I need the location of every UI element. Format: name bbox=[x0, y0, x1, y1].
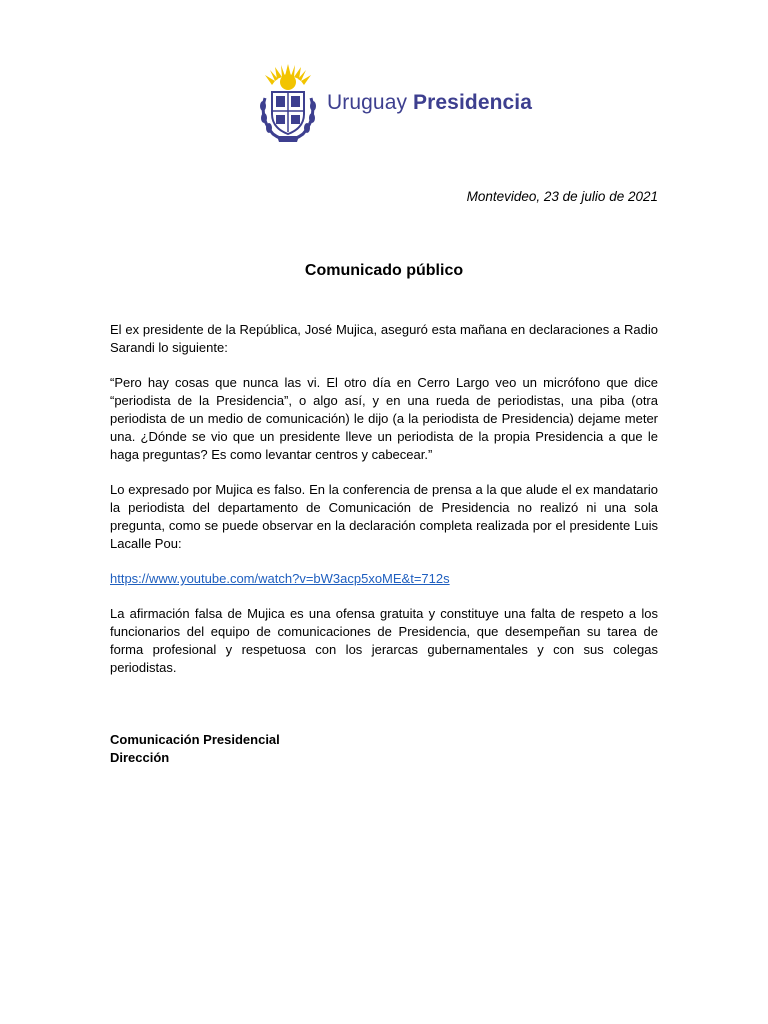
paragraph-intro: El ex presidente de la República, José Mujica, aseguró esta mañana en declaraciones a Radio Sarandi lo siguiente: bbox=[110, 322, 658, 355]
uruguay-coat-of-arms-icon bbox=[255, 62, 321, 144]
brand-name bbox=[327, 91, 532, 115]
paragraph-conclusion: La afirmación falsa de Mujica es una ofensa gratuita y constituye una falta de respeto a los funcionarios del equipo de comunicaciones de Presidencia, que desempeñan su tarea de forma profesional y respetuosa con los jerarcas gubernamentales y con sus colegas periodistas. bbox=[110, 606, 658, 675]
signature-block bbox=[110, 731, 280, 767]
paragraph-refutation: Lo expresado por Mujica es falso. En la conferencia de prensa a la que alude el ex mandatario la periodista del departamento de Comunicación de Presidencia no realizó ni una sola pregunta, como se puede observar en la declaración completa realizada por el presidente Luis Lacalle Pou: bbox=[110, 482, 658, 551]
youtube-link-line bbox=[110, 570, 658, 588]
brand-institution: Presidencia bbox=[413, 91, 533, 114]
brand-country: Uruguay bbox=[327, 91, 408, 114]
signature-department: Comunicación Presidencial bbox=[110, 732, 280, 747]
letterhead bbox=[255, 58, 555, 148]
paragraph-quote: “Pero hay cosas que nunca las vi. El otro día en Cerro Largo veo un micrófono que dice “periodista de la Presidencia”, o algo así, y en una rueda de periodistas, una piba (otra periodista de un medio de comunicación) le dijo (a la periodista de Presidencia) dejame meter una. ¿Dónde se vio que un presidente lleve un periodista de la propia Presidencia a que le haga preguntas? Es como levantar centros y cabecear.” bbox=[110, 375, 658, 462]
signature-office: Dirección bbox=[110, 750, 170, 765]
youtube-link[interactable]: https://www.youtube.com/watch?v=bW3acp5xoME&t=712s bbox=[110, 571, 450, 586]
document-date: Montevideo, 23 de julio de 2021 bbox=[466, 189, 658, 204]
document-title: Comunicado público bbox=[304, 262, 464, 279]
